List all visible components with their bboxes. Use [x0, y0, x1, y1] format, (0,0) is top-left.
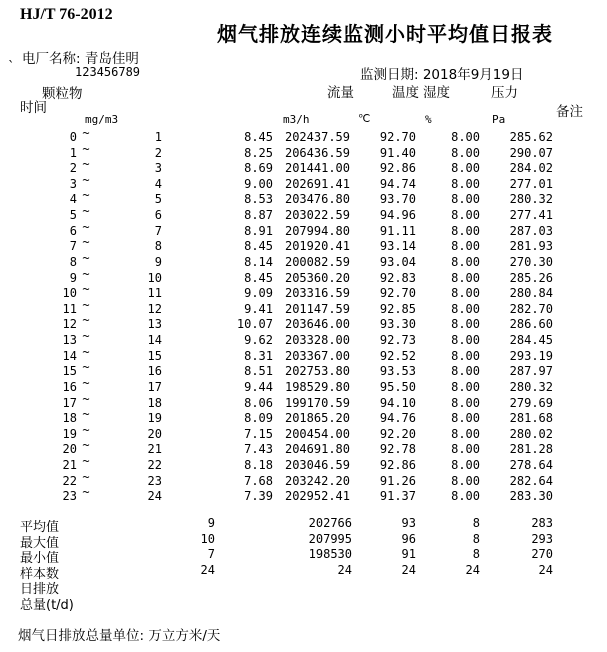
pressure-value: 278.64: [509, 458, 553, 473]
humidity-value: 8.00: [451, 208, 480, 223]
temperature-value: 91.26: [379, 473, 416, 488]
particulate-value: 7.43: [244, 442, 273, 457]
pressure-value: 280.32: [509, 192, 553, 207]
humidity-value: 8.00: [451, 458, 480, 473]
hour-start: 9: [69, 270, 77, 285]
particulate-value: 8.45: [244, 130, 273, 144]
humidity-value: 8.00: [451, 301, 480, 316]
flow-value: 206436.59: [284, 145, 350, 160]
summary-label: 样本数: [20, 566, 60, 582]
humidity-value: 8.00: [451, 442, 480, 457]
pressure-value: 285.62: [509, 130, 553, 144]
temperature-value: 92.86: [379, 161, 416, 176]
column-header-flow: 流量: [327, 85, 354, 101]
temperature-value: 91.37: [379, 489, 416, 504]
humidity-value: 8.00: [451, 130, 480, 144]
tilde-separator: ~: [82, 282, 90, 297]
monitor-date-line: 监测日期: 2018年9月19日: [360, 67, 524, 83]
summary-flow: 207995: [308, 531, 352, 546]
unit-humidity: %: [425, 113, 432, 126]
pressure-value: 285.26: [509, 270, 553, 285]
flow-value: 202753.80: [284, 364, 350, 379]
hour-end: 22: [147, 458, 162, 473]
flow-value: 203476.80: [284, 192, 350, 207]
temperature-value: 94.76: [379, 411, 416, 426]
particulate-value: 9.41: [244, 301, 273, 316]
pressure-value: 290.07: [509, 145, 553, 160]
plant-name-line: 电厂名称: 青岛佳明: [22, 51, 139, 67]
tilde-separator: ~: [82, 454, 90, 469]
hour-end: 11: [147, 286, 162, 301]
pressure-value: 283.30: [509, 489, 553, 504]
hour-start: 12: [62, 317, 77, 332]
humidity-value: 8.00: [451, 317, 480, 332]
humidity-value: 8.00: [451, 473, 480, 488]
pressure-value: 284.02: [509, 161, 553, 176]
hour-end: 16: [147, 364, 162, 379]
summary-label: 平均值: [20, 520, 60, 535]
summary-temperature: 91: [401, 547, 416, 562]
temperature-value: 93.70: [379, 192, 416, 207]
flow-value: 199170.59: [284, 395, 350, 410]
pressure-value: 280.84: [509, 286, 553, 301]
tilde-separator: ~: [82, 360, 90, 375]
pressure-value: 293.19: [509, 348, 553, 363]
temperature-value: 92.78: [379, 442, 416, 457]
hour-start: 2: [69, 161, 77, 176]
flow-value: 202691.41: [284, 176, 350, 191]
summary-particulate: 24: [200, 562, 215, 577]
temperature-value: 93.30: [379, 317, 416, 332]
flow-value: 201147.59: [284, 301, 350, 316]
pressure-value: 287.97: [509, 364, 553, 379]
tilde-separator: ~: [82, 172, 90, 187]
temperature-value: 92.73: [379, 333, 416, 348]
flow-value: 203646.00: [284, 317, 350, 332]
hour-end: 19: [147, 411, 162, 426]
summary-pressure: 24: [538, 562, 553, 577]
hour-start: 11: [62, 301, 77, 316]
flow-value: 203046.59: [284, 458, 350, 473]
particulate-value: 9.44: [244, 379, 273, 394]
particulate-value: 8.14: [244, 254, 273, 269]
hour-end: 1: [154, 130, 162, 144]
pressure-value: 277.01: [509, 176, 553, 191]
unit-particulate: mg/m3: [85, 113, 119, 126]
pressure-value: 282.70: [509, 301, 553, 316]
temperature-value: 93.14: [379, 239, 416, 254]
unit-flow: m3/h: [283, 113, 310, 126]
temperature-value: 92.70: [379, 130, 416, 144]
summary-label: 最大值: [20, 535, 60, 551]
hour-start: 16: [62, 379, 77, 394]
flow-value: 202437.59: [284, 130, 350, 144]
flow-value: 201441.00: [284, 161, 350, 176]
hour-start: 8: [69, 254, 77, 269]
summary-flow: 24: [337, 562, 352, 577]
temperature-value: 92.20: [379, 426, 416, 441]
summary-label: 日排放: [20, 582, 60, 598]
pressure-value: 280.32: [509, 379, 553, 394]
particulate-value: 8.09: [244, 411, 273, 426]
hour-end: 13: [147, 317, 162, 332]
temperature-value: 92.70: [379, 286, 416, 301]
particulate-value: 8.31: [244, 348, 273, 363]
summary-temperature: 93: [401, 516, 416, 530]
particulate-value: 7.39: [244, 489, 273, 504]
particulate-value: 9.09: [244, 286, 273, 301]
summary-row: [0, 594, 607, 614]
tilde-separator: ~: [82, 204, 90, 219]
tilde-separator: ~: [82, 250, 90, 265]
flow-value: 205360.20: [284, 270, 350, 285]
humidity-value: 8.00: [451, 192, 480, 207]
temperature-value: 95.50: [379, 379, 416, 394]
summary-flow: 198530: [308, 547, 352, 562]
hour-end: 18: [147, 395, 162, 410]
hour-end: 21: [147, 442, 162, 457]
humidity-value: 8.00: [451, 489, 480, 504]
hour-start: 21: [62, 458, 77, 473]
hour-start: 17: [62, 395, 77, 410]
flow-value: 198529.80: [284, 379, 350, 394]
humidity-value: 8.00: [451, 254, 480, 269]
pressure-value: 281.68: [509, 411, 553, 426]
plant-code: 123456789: [75, 65, 141, 79]
tilde-separator: ~: [82, 422, 90, 437]
humidity-value: 8.00: [451, 395, 480, 410]
pressure-value: 287.03: [509, 223, 553, 238]
humidity-value: 8.00: [451, 426, 480, 441]
column-header-humidity: 湿度: [423, 85, 450, 101]
particulate-value: 8.18: [244, 458, 273, 473]
summary-humidity: 8: [472, 516, 480, 530]
tilde-separator: ~: [82, 329, 90, 344]
hour-end: 7: [154, 223, 162, 238]
hour-end: 10: [147, 270, 162, 285]
summary-pressure: 293: [531, 531, 553, 546]
hour-end: 12: [147, 301, 162, 316]
standard-number: HJ/T 76-2012: [20, 6, 113, 23]
pressure-value: 281.28: [509, 442, 553, 457]
pressure-value: 277.41: [509, 208, 553, 223]
hour-start: 7: [69, 239, 77, 254]
pressure-value: 270.30: [509, 254, 553, 269]
hour-end: 24: [147, 489, 162, 504]
flow-value: 203316.59: [284, 286, 350, 301]
flow-value: 202952.41: [284, 489, 350, 504]
hour-end: 8: [154, 239, 162, 254]
humidity-value: 8.00: [451, 333, 480, 348]
flow-value: 200454.00: [284, 426, 350, 441]
tilde-separator: ~: [82, 438, 90, 453]
footer-unit-note: 烟气日排放总量单位: 万立方米/天: [18, 628, 221, 644]
flow-value: 203328.00: [284, 333, 350, 348]
hour-start: 19: [62, 426, 77, 441]
hour-start: 23: [62, 489, 77, 504]
hour-start: 1: [69, 145, 77, 160]
flow-value: 201920.41: [284, 239, 350, 254]
tick-mark: `: [8, 60, 15, 75]
particulate-value: 8.91: [244, 223, 273, 238]
hour-end: 9: [154, 254, 162, 269]
summary-pressure: 283: [531, 516, 553, 530]
summary-humidity: 8: [472, 531, 480, 546]
hour-end: 3: [154, 161, 162, 176]
humidity-value: 8.00: [451, 161, 480, 176]
flow-value: 204691.80: [284, 442, 350, 457]
pressure-value: 281.93: [509, 239, 553, 254]
humidity-value: 8.00: [451, 348, 480, 363]
hour-start: 3: [69, 176, 77, 191]
hour-end: 14: [147, 333, 162, 348]
temperature-value: 91.11: [379, 223, 416, 238]
humidity-value: 8.00: [451, 176, 480, 191]
pressure-value: 280.02: [509, 426, 553, 441]
hour-end: 6: [154, 208, 162, 223]
hour-end: 5: [154, 192, 162, 207]
page-title: 烟气排放连续监测小时平均值日报表: [217, 22, 553, 46]
flow-value: 203367.00: [284, 348, 350, 363]
flow-value: 207994.80: [284, 223, 350, 238]
particulate-value: 8.45: [244, 239, 273, 254]
hour-start: 18: [62, 411, 77, 426]
particulate-value: 8.69: [244, 161, 273, 176]
summary-row: [0, 531, 607, 551]
hour-start: 10: [62, 286, 77, 301]
hour-start: 14: [62, 348, 77, 363]
summary-row: [0, 516, 607, 535]
table-row: [0, 485, 607, 505]
humidity-value: 8.00: [451, 411, 480, 426]
tilde-separator: ~: [82, 266, 90, 281]
hour-start: 20: [62, 442, 77, 457]
particulate-value: 10.07: [236, 317, 273, 332]
temperature-value: 92.52: [379, 348, 416, 363]
hour-start: 5: [69, 208, 77, 223]
column-header-remark: 备注: [556, 104, 583, 120]
tilde-separator: ~: [82, 219, 90, 234]
tilde-separator: ~: [82, 391, 90, 406]
humidity-value: 8.00: [451, 379, 480, 394]
column-header-particulate: 颗粒物: [42, 86, 83, 102]
hour-end: 4: [154, 176, 162, 191]
summary-particulate: 7: [207, 547, 215, 562]
hour-end: 2: [154, 145, 162, 160]
summary-particulate: 10: [200, 531, 215, 546]
particulate-value: 8.25: [244, 145, 273, 160]
humidity-value: 8.00: [451, 270, 480, 285]
hour-end: 15: [147, 348, 162, 363]
hour-end: 17: [147, 379, 162, 394]
humidity-value: 8.00: [451, 239, 480, 254]
summary-row: [0, 578, 607, 598]
tilde-separator: ~: [82, 344, 90, 359]
humidity-value: 8.00: [451, 223, 480, 238]
particulate-value: 8.87: [244, 208, 273, 223]
humidity-value: 8.00: [451, 145, 480, 160]
summary-temperature: 96: [401, 531, 416, 546]
particulate-value: 9.62: [244, 333, 273, 348]
tilde-separator: ~: [82, 141, 90, 156]
particulate-value: 8.51: [244, 364, 273, 379]
temperature-value: 93.04: [379, 254, 416, 269]
temperature-value: 93.53: [379, 364, 416, 379]
flow-value: 203022.59: [284, 208, 350, 223]
temperature-value: 91.40: [379, 145, 416, 160]
hour-start: 6: [69, 223, 77, 238]
summary-pressure: 270: [531, 547, 553, 562]
column-header-temperature: 温度: [392, 85, 419, 101]
tilde-separator: ~: [82, 375, 90, 390]
summary-flow: 202766: [308, 516, 352, 530]
summary-particulate: 9: [207, 516, 215, 530]
particulate-value: 9.00: [244, 176, 273, 191]
summary-row: [0, 547, 607, 567]
temperature-value: 94.96: [379, 208, 416, 223]
flow-value: 201865.20: [284, 411, 350, 426]
tilde-separator: ~: [82, 469, 90, 484]
temperature-value: 92.83: [379, 270, 416, 285]
flow-value: 203242.20: [284, 473, 350, 488]
summary-humidity: 8: [472, 547, 480, 562]
column-header-time: 时间: [20, 100, 47, 116]
humidity-value: 8.00: [451, 364, 480, 379]
pressure-value: 279.69: [509, 395, 553, 410]
summary-humidity: 24: [465, 562, 480, 577]
hour-end: 23: [147, 473, 162, 488]
tilde-separator: ~: [82, 485, 90, 500]
particulate-value: 8.53: [244, 192, 273, 207]
pressure-value: 284.45: [509, 333, 553, 348]
hour-end: 20: [147, 426, 162, 441]
summary-label: 最小值: [20, 551, 60, 567]
summary-row: [0, 562, 607, 582]
particulate-value: 7.15: [244, 426, 273, 441]
tilde-separator: ~: [82, 235, 90, 250]
tilde-separator: ~: [82, 313, 90, 328]
hour-start: 4: [69, 192, 77, 207]
pressure-value: 282.64: [509, 473, 553, 488]
temperature-value: 94.10: [379, 395, 416, 410]
hour-start: 15: [62, 364, 77, 379]
humidity-value: 8.00: [451, 286, 480, 301]
flow-value: 200082.59: [284, 254, 350, 269]
hour-start: 13: [62, 333, 77, 348]
particulate-value: 8.45: [244, 270, 273, 285]
summary-temperature: 24: [401, 562, 416, 577]
hour-start: 22: [62, 473, 77, 488]
tilde-separator: ~: [82, 188, 90, 203]
hour-start: 0: [69, 130, 77, 144]
particulate-value: 8.06: [244, 395, 273, 410]
unit-temperature: ℃: [358, 112, 371, 125]
tilde-separator: ~: [82, 126, 90, 140]
tilde-separator: ~: [82, 157, 90, 172]
summary-label: 总量(t/d): [20, 598, 74, 614]
tilde-separator: ~: [82, 297, 90, 312]
tilde-separator: ~: [82, 407, 90, 422]
particulate-value: 7.68: [244, 473, 273, 488]
temperature-value: 92.86: [379, 458, 416, 473]
temperature-value: 94.74: [379, 176, 416, 191]
pressure-value: 286.60: [509, 317, 553, 332]
unit-pressure: Pa: [492, 113, 506, 126]
column-header-pressure: 压力: [491, 85, 518, 101]
temperature-value: 92.85: [379, 301, 416, 316]
